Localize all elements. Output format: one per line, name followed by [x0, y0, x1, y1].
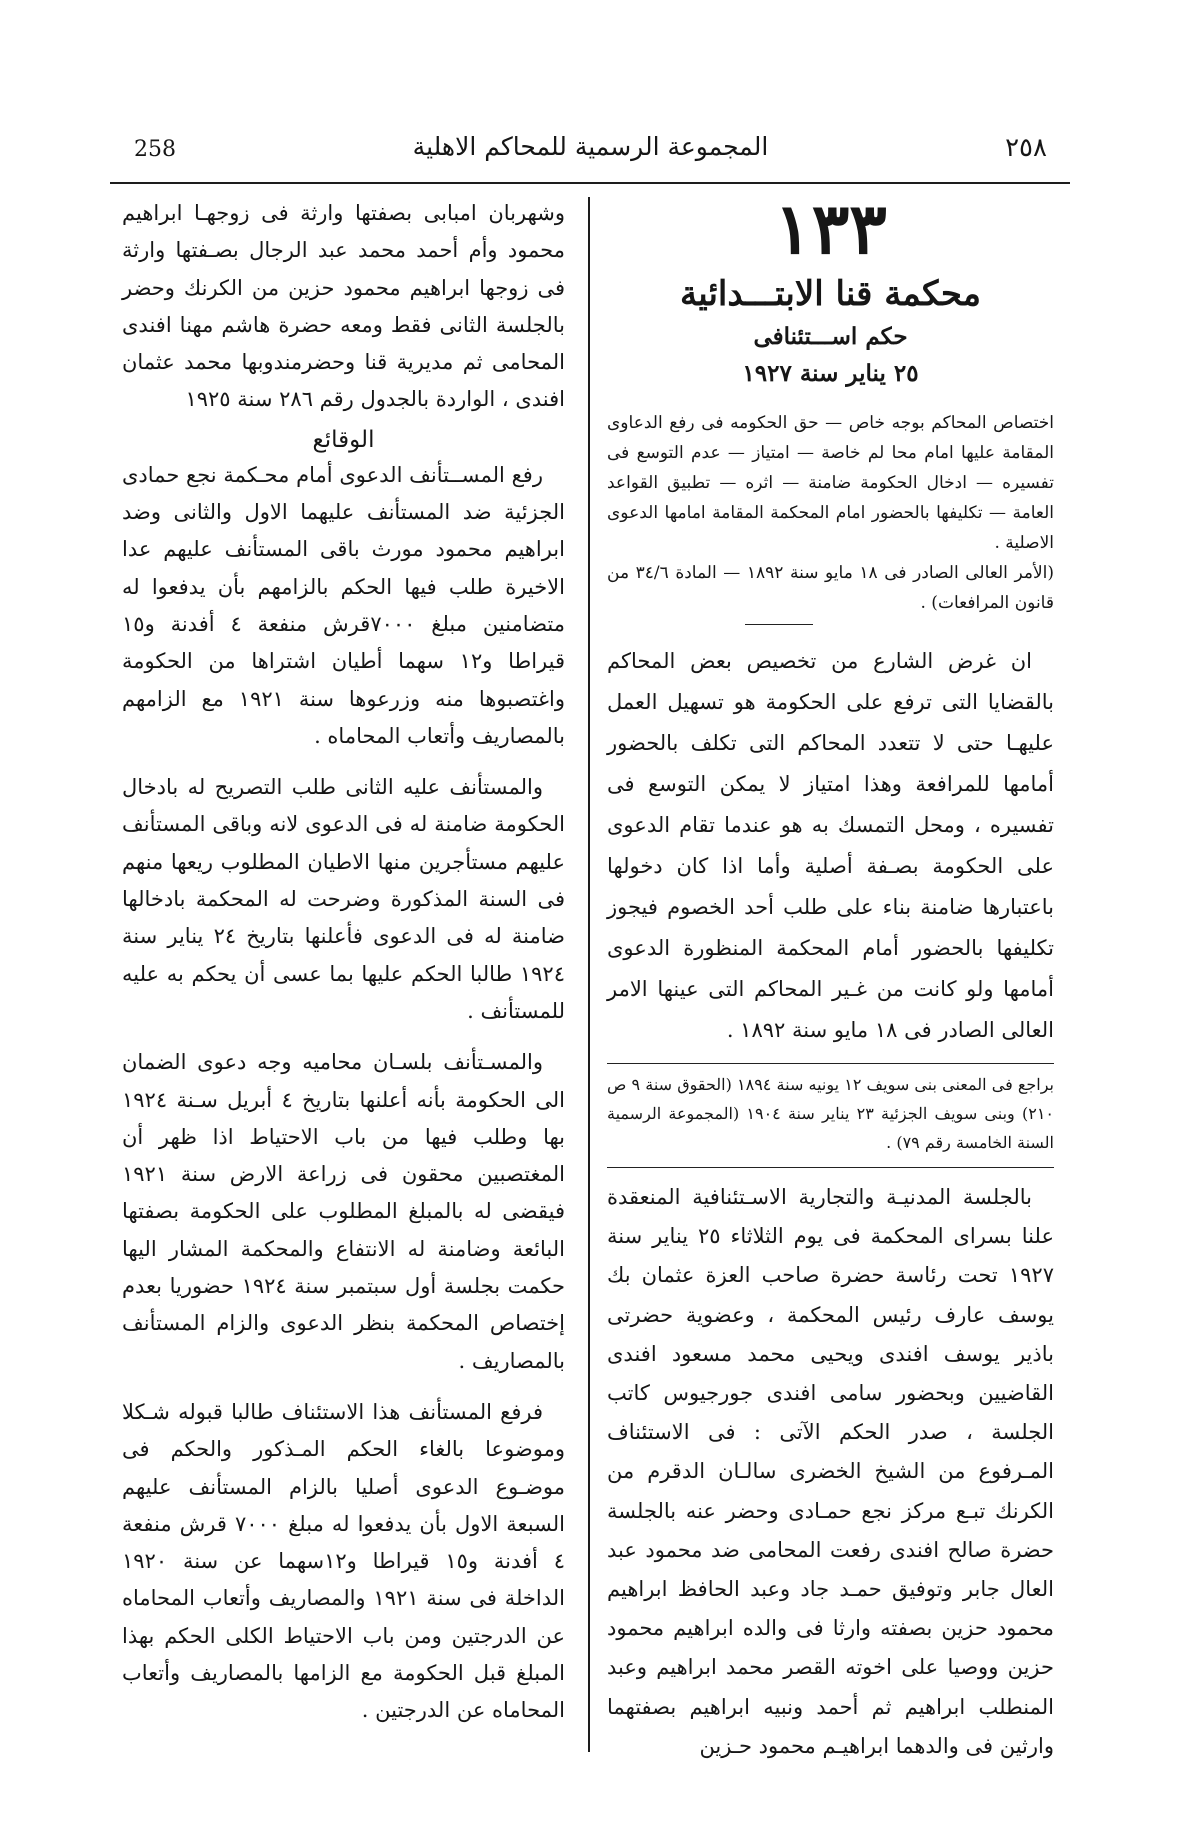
reference-rule-top: [607, 1063, 1054, 1064]
session-details: [607, 1178, 1054, 1766]
right-column: [607, 187, 1055, 1766]
case-summary: [607, 408, 1054, 618]
facts-paragraph-4: فرفع المستأنف هذا الاستئناف طالبا قبوله شـكلا وموضوعا بالغاء الحكم المـذكور والحكم فى موضـوع الدعوى أصليا بالزام المستأنف عليهم السبعة الاول بأن يدفعوا له مبلغ ٧٠٠٠ قرش منفعة ٤ أفدنة و١٥ قيراطا و١٢سهما عن سنة ١٩٢٠ الداخلة فى سنة ١٩٢١ والمصاريف وأتعاب المحاماه عن الدرجتين ومن باب الاحتياط الكلى الحكم بهذا المبلغ قبل الحكومة مع الزامها بالمصاريف وأتعاب المحاماه عن الدرجتين .: [122, 1399, 565, 1723]
summary-rule: [745, 624, 813, 625]
facts-paragraph-2: والمستأنف عليه الثانى طلب التصريح له بادخال الحكومة ضامنة له فى الدعوى لانه وباقى المستأنف عليهم مستأجرين منها الاطيان المطلوب ريعها منهم فى السنة المذكورة وضرحت له المحكمة بادخالها ضامنة له فى الدعوى فأعلنها بتاريخ ٢٤ يناير سنة ١٩٢٤ طالبا الحكم عليها بما عسى أن يحكم به عليه للمستأنف .: [122, 775, 565, 1023]
reference-rule-bottom: [607, 1167, 1054, 1168]
judgment-date: ٢٥ يناير سنة ١٩٢٧: [742, 360, 919, 387]
page-number-latin: 258: [134, 137, 176, 162]
summary-legal-refs: (الأمر العالى الصادر فى ١٨ مايو سنة ١٨٩٢ — المادة ٣٤/٦ من قانون المرافعات) .: [607, 563, 1055, 613]
legal-principle: [607, 641, 1054, 1051]
reference-text: براجع فى المعنى بنى سويف ١٢ يونيه سنة ١٨٩٤ (الحقوق سنة ٩ ص ٢١٠) وبنى سويف الجزئية ٢٣ يناير سنة ١٩٠٤ (المجموعة الرسمية السنة الخامسة رقم ٧٩) .: [607, 1075, 1055, 1152]
facts-heading: الوقائع: [312, 426, 375, 453]
running-title: المجموعة الرسمية للمحاكم الاهلية: [412, 132, 769, 161]
column-divider: [588, 197, 590, 1752]
facts-paragraph-3: والمسـتأنف بلسـان محاميه وجه دعوى الضمان الى الحكومة بأنه أعلنها بتاريخ ٤ أبريل سـنة ١٩٢٤ بها وطلب فيها من باب الاحتياط اذا ظهر أن المغتصبين محقون فى زراعة الارض سنة ١٩٢١ فيقضى له بالمبلغ المطلوب على الحكومة بصفتها البائعة وضامنة له الانتفاع والمحكمة المشار اليها حكمت بجلسة أول سبتمبر سنة ١٩٢٤ حضوريا بعدم إختصاص المحكمة بنظر الدعوى والزام المستأنف بالمصاريف .: [122, 1050, 565, 1373]
court-name: محكمة قنا الابتـــدائية: [679, 274, 982, 314]
summary-keywords: اختصاص المحاكم بوجه خاص — حق الحكومه فى رفع الدعاوى المقامة عليها امام محا لم خاصة — امتياز — عدم التوسع فى تفسيره — ادخال الحكومة ضامنة — اثره — تطبيق القواعد العامة — تكليفها بالحضور امام المحكمة المقامة امامها الدعوى الاصلية .: [607, 413, 1054, 553]
reference-note: [607, 1070, 1054, 1157]
principle-text: ان غرض الشارع من تخصيص بعض المحاكم بالقضايا التى ترفع على الحكومة هو تسهيل العمل عليهـا حتى لا تتعدد المحاكم التى تكلف بالحضور أمامها للمرافعة وهذا امتياز لا يمكن التوسع فى تفسيره ، ومحل التمسك به هو عندما تقام الدعوى على الحكومة بصـفة أصلية وأما اذا كان دخولها باعتبارها ضامنة بناء على طلب أحد الخصوم فيجوز تكليفها بالحضور أمام المحكمة المنظورة الدعوى أمامها ولو كانت من غـير المحاكم التى عينها الامر العالى الصادر فى ١٨ مايو سنة ١٨٩٢ .: [607, 649, 1054, 1042]
page-number-arabic: ٢٥٨: [1005, 133, 1047, 163]
left-column: [122, 195, 565, 1730]
header-rule: [110, 182, 1070, 184]
case-number: ١٣٣: [774, 187, 887, 270]
parties-continuation: وشهربان امبابى بصفتها وارثة فى زوجهـا ابراهيم محمود وأم أحمد محمد عبد الرجال بصـفتها وارثة فى زوجها ابراهيم محمود حزين من الكرنك وحضر بالجلسة الثانى فقط ومعه حضرة هاشم مهنا افندى المحامى ثم مديرية قنا وحضرمندوبها محمد عثمان افندى ، الواردة بالجدول رقم ٢٨٦ سنة ١٩٢٥: [122, 201, 565, 412]
session-text: بالجلسة المدنيـة والتجارية الاسـتئنافية المنعقدة علنا بسراى المحكمة فى يوم الثلاثاء ٢٥ يناير سنة ١٩٢٧ تحت رئاسة حضرة صاحب العزة عثمان بك يوسف عارف رئيس المحكمة ، وعضوية حضرتى باذير يوسف افندى ويحيى محمد مسعود افندى القاضيين وبحضور سامى افندى جورجيوس كاتب الجلسة ، صدر الحكم الآتى : فى الاستئناف المـرفوع من الشيخ الخضرى سالـان الدقرم من الكرنك تبـع مركز نجع حمـادى وحضر عنه بالجلسة حضرة صالح افندى رفعت المحامى ضد محمود عبد العال جابر وتوفيق حمـد جاد وعبد الحافظ ابراهيم محمود حزين بصفته وارثا فى والده ابراهيم محمود حزين ووصيا على اخوته القصر محمد ابراهيم وعبد المنطلب ابراهيم ثم أحمد ونبيه ابراهيم بصفتهما وارثين فى والدهما ابراهيـم محمود حـزين: [607, 1185, 1054, 1758]
facts-paragraph-1: رفع المســتأنف الدعوى أمام محـكمة نجع حمادى الجزئية ضد المستأنف عليهما الاول والثانى وضد ابراهيم محمود مورث باقى المستأنف عليهم عدا الاخيرة طلب فيها الحكم بالزامهم بأن يدفعوا له متضامنين مبلغ ٧٠٠٠قرش منفعة ٤ أفدنة و١٥ قيراطا و١٢ سهما أطيان اشتراها من الحكومة واغتصبوها منه وزرعوها سنة ١٩٢١ مع الزامهم بالمصاريف وأتعاب المحاماه .: [122, 462, 565, 748]
judgment-type: حكم اســـتئنافى: [753, 323, 908, 350]
